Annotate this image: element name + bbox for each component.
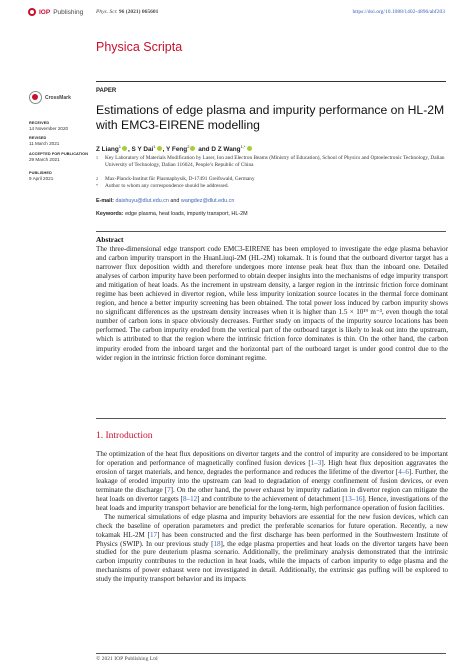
publisher-logo bbox=[28, 8, 83, 16]
citation-link[interactable]: 8–12 bbox=[182, 494, 198, 503]
keywords-line bbox=[96, 211, 248, 217]
date-received bbox=[29, 121, 91, 131]
crossmark-icon bbox=[29, 91, 42, 104]
author-name[interactable]: S Y Dai bbox=[131, 146, 154, 154]
body-text: The numerical simulations of edge plasma and impurity behaviors are essential for the new fusion devices, which can check the baseline of operation parameters and predict the preferable scenarios for future operation. Recently, a new tokamak HL-2M [ bbox=[96, 512, 448, 539]
article-type: PAPER bbox=[96, 88, 117, 94]
crossmark-label: CrossMark bbox=[45, 94, 71, 101]
author-name[interactable]: Z Liang bbox=[96, 146, 119, 154]
journal-abbrev: Phys. Scr. bbox=[96, 9, 118, 15]
author-list bbox=[96, 144, 253, 153]
author-name[interactable]: Y Feng bbox=[166, 146, 188, 154]
email-and: and bbox=[168, 198, 181, 204]
citation-link[interactable]: 17 bbox=[149, 530, 158, 539]
citation-link[interactable]: 18 bbox=[213, 539, 221, 548]
body-text: ]. Further, the leakage of eroded impurity into the upstream can lead to degradation of energy confinement of fusion devices, or even terminate the discharge [ bbox=[96, 467, 448, 494]
author-sep: , bbox=[127, 146, 132, 154]
body-text: ]. On the other hand, the power exhaust by impurity radiation in divertor region can mitigate the heat loads on divertor targets [ bbox=[96, 485, 449, 503]
orcid-icon[interactable] bbox=[122, 146, 127, 151]
affiliation-text: Author to whom any correspondence should be addressed. bbox=[105, 183, 229, 189]
footer-divider bbox=[96, 653, 446, 654]
author-sep: , bbox=[162, 146, 166, 154]
date-revised bbox=[29, 136, 91, 146]
journal-name: Physica Scripta bbox=[96, 40, 183, 54]
body-text: ] has been constructed and the first discharge has been performed in the Southwestern Institute of Physics (SWIP). In our previous study [ bbox=[96, 530, 448, 548]
author-sup: 1 bbox=[118, 144, 121, 149]
date-value: 29 March 2021 bbox=[29, 157, 60, 162]
date-value: 14 November 2020 bbox=[29, 126, 69, 131]
email-line bbox=[96, 198, 234, 204]
abstract-bottom-rule bbox=[96, 418, 446, 419]
affiliation-number: 1 bbox=[96, 155, 98, 160]
body-text: ]. Hence, investigations of the heat loads and impurity transport behavior are beneficial for the long-term, high performance operation of fusion facilities. bbox=[96, 494, 448, 512]
volume-info: 96 (2021) 065601 bbox=[118, 9, 159, 15]
body-text: ] and contribute to the achievement of detachment [ bbox=[197, 494, 345, 503]
affiliation bbox=[96, 155, 452, 168]
email-link[interactable]: daishuyu@dlut.edu.cn bbox=[115, 198, 169, 204]
iop-logo-icon bbox=[28, 8, 36, 16]
intro-paragraph-1 bbox=[96, 450, 448, 513]
publisher-name: IOP bbox=[39, 8, 51, 16]
affiliation-text: Key Laboratory of Materials Modification by Laser, Ion and Electron Beams (Ministry of Education), School of Physics and Optoelectronic Technology, Dalian University of Technology, Dalian 116024, People’s Republic of China bbox=[105, 155, 445, 168]
body-text: The optimization of the heat flux depositions on divertor targets and the control of impurity are considered to be important for operation and performance of magnetically confined fusion devices [ bbox=[96, 450, 448, 467]
citation-link[interactable]: 1–3 bbox=[310, 458, 322, 467]
orcid-icon[interactable] bbox=[157, 146, 162, 151]
author-sup: 1,* bbox=[240, 144, 246, 149]
orcid-icon[interactable] bbox=[190, 146, 195, 151]
date-value: 11 March 2021 bbox=[29, 141, 60, 146]
section-heading: 1. Introduction bbox=[96, 431, 153, 441]
author-sup: 1 bbox=[153, 144, 156, 149]
email-label: E-mail: bbox=[96, 198, 114, 204]
header-divider bbox=[96, 81, 446, 82]
intro-paragraph-2 bbox=[96, 513, 448, 585]
abstract-text: The three-dimensional edge transport code EMC3-EIRENE has been employed to investigate the edge plasma behavior and carbon impurity transport in the HuanLiuqi-2M (HL-2M) tokamak. It is found that the outboard divertor target has a narrower flux deposition width and therefore undergoes more intense peak heat flux than the inboard one. Detailed analyses of carbon impurity have been performed to obtain deeper insights into the mechanisms of edge impurity transport and mitigation of heat loads. As the increment in upstream density, a larger region in the intrinsic friction force dominant regime has been achieved in divertor region, while less impurity ionization source locates in the thermal force dominant region, and hence a better impurity screening has been obtained. The total power loss induced by carbon impurity shows no significant differences as the upstream density increases when it is higher than 1.5 × 10¹⁹ m⁻³, even though the total number of carbon ions in space obviously decreases. Further study on impacts of the impurity source locations has been performed. The carbon impurity eroded from the vertical part of the outboard target is likely to leak out into the upstream, which is attributed to that the region where the intrinsic friction force dominates is thin. On the other hand, the carbon impurity eroded from the inboard target and the horizontal part of the outboard target is under good control due to the wider region in the intrinsic friction force dominant regime. bbox=[96, 245, 448, 362]
doi-link[interactable]: https://doi.org/10.1088/1402-4896/abf203 bbox=[352, 9, 445, 15]
citation-link[interactable]: 13–16 bbox=[344, 494, 363, 503]
date-label: ACCEPTED FOR PUBLICATION bbox=[29, 152, 89, 156]
author-and: and bbox=[196, 146, 212, 154]
citation-link[interactable]: 4–6 bbox=[398, 467, 409, 476]
citation-link[interactable]: 7 bbox=[167, 485, 171, 494]
author-name[interactable]: D Z Wang bbox=[211, 146, 241, 154]
body-text: ], the edge plasma properties and heat loads on the divertor targets have been studied for the pure deuterium plasma scenario. Additionally, the preliminary analysis demonstrated that the intrinsic carbon impurity contributes to the reduction in heat loads, while the impacts of carbon impurity to edge plasma and the mechanisms of power exhaust were not investigated in detail. Additionally, the extrinsic gas puffing will be explored to study the impurity transport behavior and its impacts bbox=[96, 539, 449, 584]
affiliation-number: 2 bbox=[96, 176, 98, 181]
affiliation bbox=[96, 183, 452, 190]
affiliation-number: * bbox=[96, 183, 98, 188]
date-accepted bbox=[29, 152, 91, 162]
publisher-suffix: Publishing bbox=[53, 8, 84, 16]
crossmark-badge[interactable] bbox=[29, 91, 71, 104]
author-sup: 2 bbox=[187, 144, 190, 149]
article-title: Estimations of edge plasma and impurity performance on HL-2M with EMC3-EIRENE modelling bbox=[96, 103, 445, 132]
date-value: 9 April 2021 bbox=[29, 176, 54, 181]
date-published bbox=[29, 171, 91, 181]
abstract-heading: Abstract bbox=[96, 235, 124, 244]
keywords-text: edge plasma, heat loads, impurity transport, HL-2M bbox=[125, 211, 248, 217]
affiliation-text: Max-Planck-Institut für Plasmaphysik, D-17491 Greifswald, Germany bbox=[105, 176, 255, 182]
orcid-icon[interactable] bbox=[247, 146, 252, 151]
affiliation bbox=[96, 176, 452, 183]
body-text: ]. High heat flux deposition aggravates the erosion of target materials, and hence, degrades the performance and reduces the lifetime of the divertor [ bbox=[96, 458, 448, 476]
date-label: PUBLISHED bbox=[29, 171, 52, 175]
date-label: RECEIVED bbox=[29, 121, 50, 125]
running-head bbox=[96, 9, 158, 15]
intro-body bbox=[96, 450, 448, 584]
email-link[interactable]: wangdez@dlut.edu.cn bbox=[180, 198, 235, 204]
date-label: REVISED bbox=[29, 136, 47, 140]
abstract-top-rule bbox=[96, 231, 446, 232]
keywords-label: Keywords: bbox=[96, 211, 124, 217]
copyright-notice: © 2021 IOP Publishing Ltd bbox=[96, 656, 158, 662]
